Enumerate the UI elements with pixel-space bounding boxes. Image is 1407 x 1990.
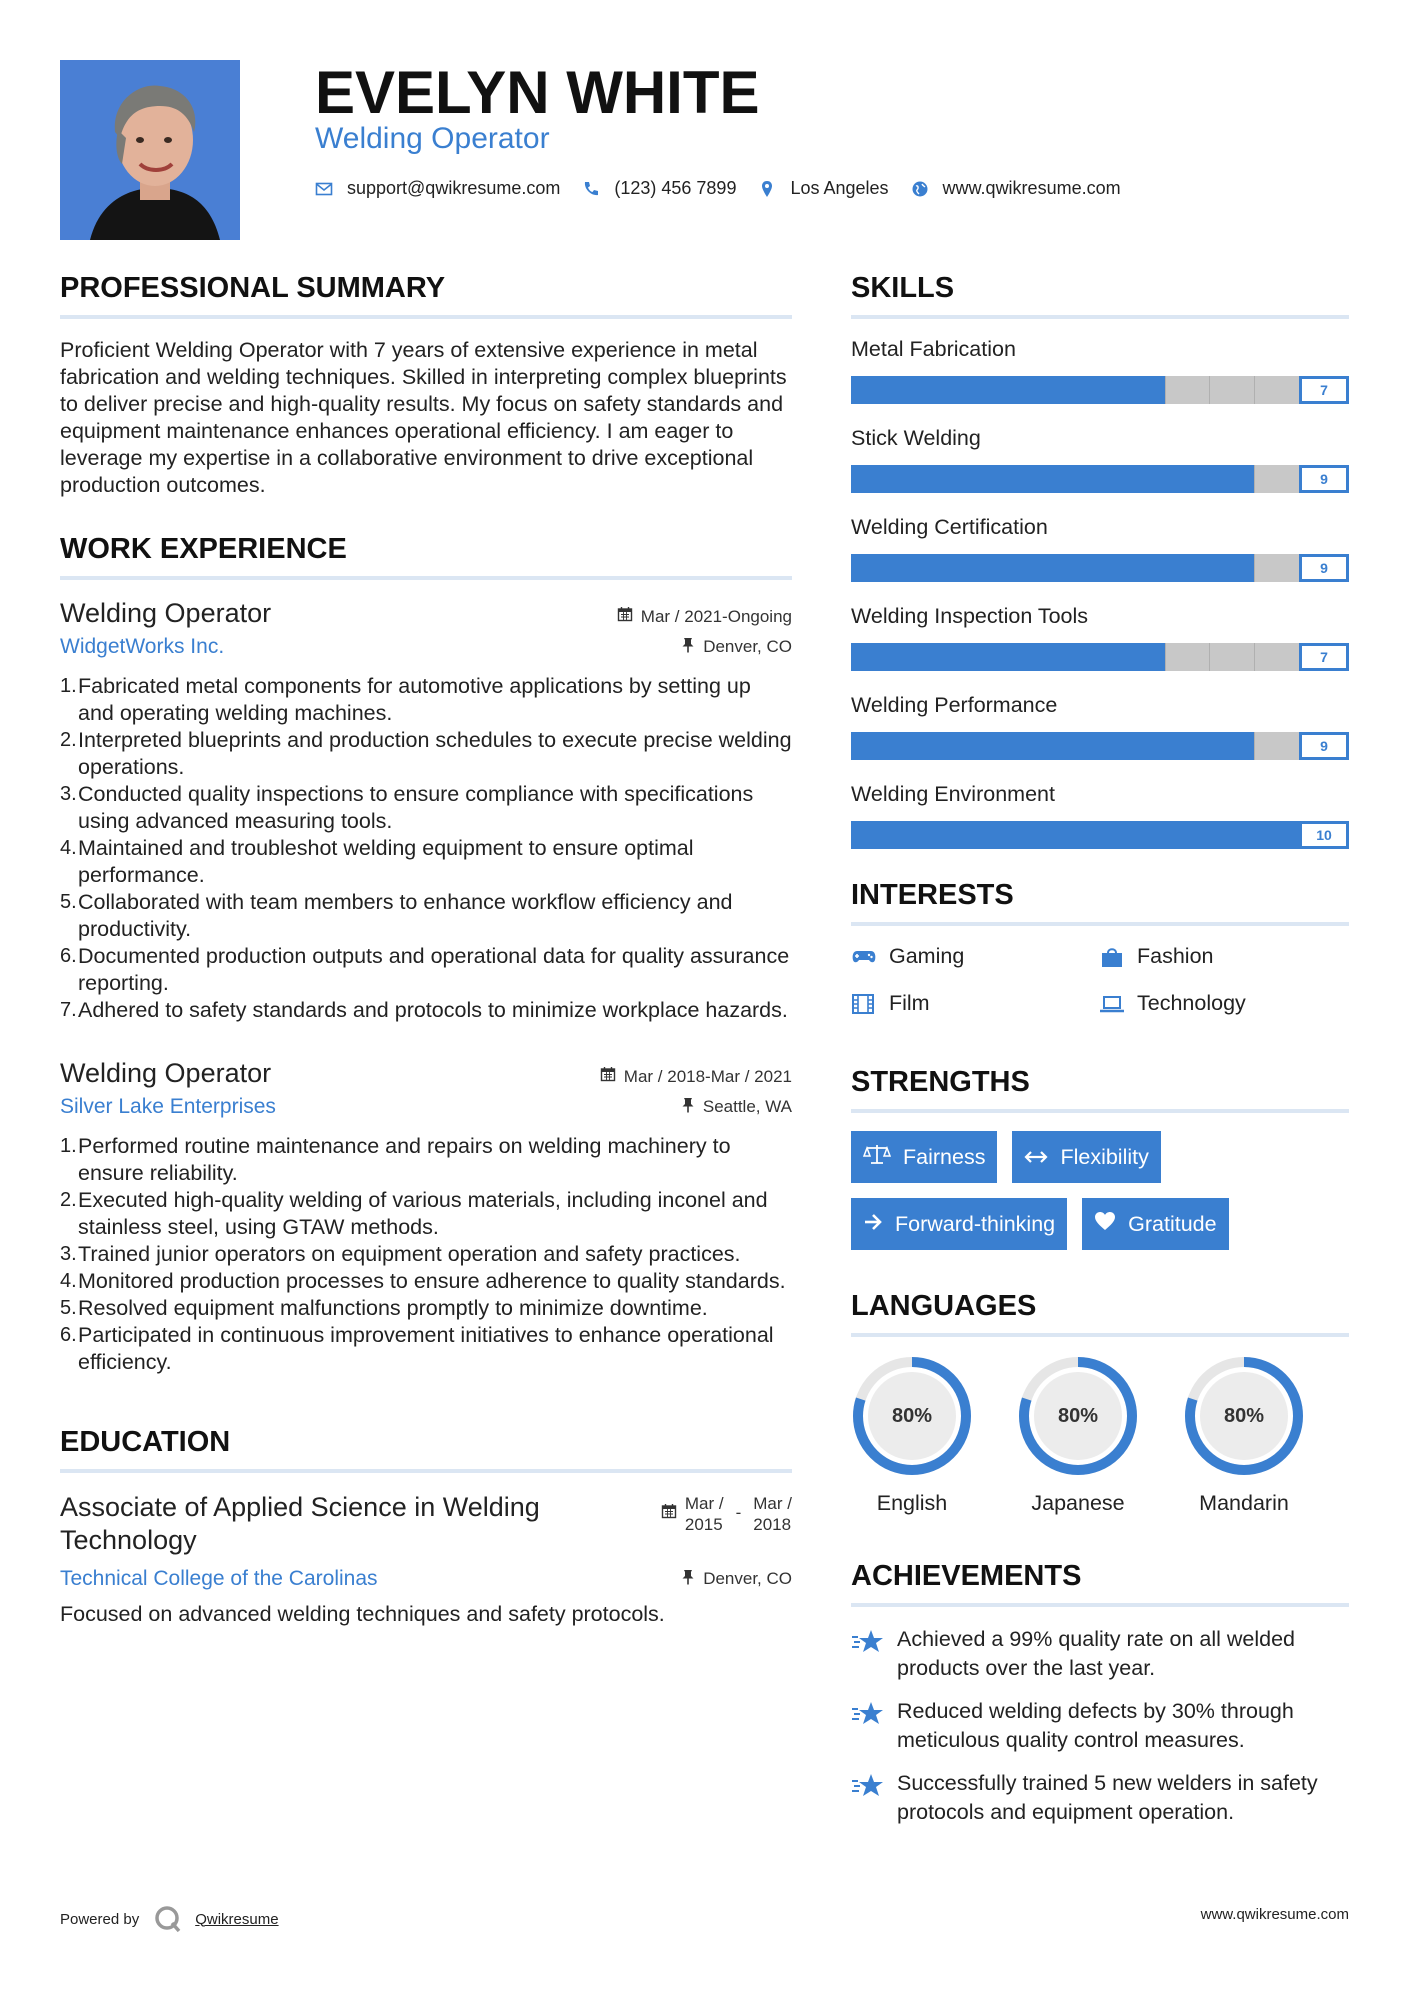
job-title: Welding Operator — [60, 1058, 272, 1088]
strengths-section — [851, 1066, 1349, 1250]
skill-level-badge: 7 — [1299, 376, 1349, 404]
envelope-icon — [315, 180, 333, 198]
interest-film: Film — [851, 991, 1099, 1016]
list-item: 3. Conducted quality inspections to ensure compliance with specifications using advanced measuring tools. — [60, 782, 754, 833]
skill-item — [851, 515, 1349, 582]
languages-section — [851, 1290, 1349, 1516]
interests-section — [851, 879, 1349, 1016]
list-item: 6. Documented production outputs and operational data for quality assurance reporting. — [60, 944, 790, 995]
language-percent: 80% — [1057, 1404, 1099, 1427]
skill-bar-fill — [851, 465, 1254, 493]
map-pin-icon — [758, 180, 776, 198]
scale-icon — [863, 1143, 891, 1171]
star-badge-icon — [851, 1699, 885, 1755]
job-title: Welding Operator — [60, 598, 272, 628]
contact-website[interactable]: www.qwikresume.com — [942, 178, 1121, 198]
skill-level-badge: 9 — [1299, 465, 1349, 493]
calendar-icon — [600, 1066, 616, 1087]
section-title-summary: PROFESSIONAL SUMMARY — [60, 272, 792, 319]
skill-item — [851, 426, 1349, 493]
list-item: 1. Performed routine maintenance and repairs on welding machinery to ensure reliability. — [60, 1134, 731, 1185]
skill-name: Metal Fabrication — [851, 337, 1016, 361]
job-location: Seattle, WA — [702, 1097, 792, 1116]
skill-bar-fill — [851, 732, 1254, 760]
strength-gratitude: Gratitude — [1082, 1198, 1228, 1250]
section-title-strengths: STRENGTHS — [851, 1066, 1349, 1113]
list-item: 2. Interpreted blueprints and production schedules to execute precise welding operations. — [60, 728, 792, 779]
company-name: Silver Lake Enterprises — [60, 1095, 276, 1118]
job-dates: Mar / 2018-Mar / 2021 — [623, 1066, 792, 1086]
skill-bar — [851, 643, 1349, 671]
language-ring — [851, 1355, 973, 1477]
list-item: 6. Participated in continuous improvement initiatives to enhance operational efficiency. — [60, 1323, 774, 1374]
star-badge-icon — [851, 1627, 885, 1683]
section-title-achievements: ACHIEVEMENTS — [851, 1560, 1349, 1607]
skill-bar-fill — [851, 643, 1165, 671]
skill-item — [851, 693, 1349, 760]
calendar-icon — [661, 1503, 677, 1524]
skill-level-badge: 10 — [1299, 821, 1349, 849]
laptop-icon — [1099, 993, 1125, 1015]
job-entry — [60, 598, 792, 1024]
interest-gaming: Gaming — [851, 944, 1099, 969]
language-name: English — [876, 1491, 948, 1515]
footer-website[interactable]: www.qwikresume.com — [1200, 1906, 1349, 1923]
star-badge-icon — [851, 1771, 885, 1827]
skill-bar-fill — [851, 376, 1165, 404]
job-location: Denver, CO — [703, 637, 792, 656]
education-note: Focused on advanced welding techniques and safety protocols. — [60, 1602, 665, 1626]
footer-powered-by — [60, 1904, 279, 1934]
section-title-skills: SKILLS — [851, 272, 1349, 319]
job-entry — [60, 1058, 792, 1376]
achievement-item: Reduced welding defects by 30% through meticulous quality control measures. — [851, 1697, 1349, 1755]
degree-title: Associate of Applied Science in Welding Technology — [60, 1492, 540, 1555]
language-ring — [1017, 1355, 1139, 1477]
skill-name: Welding Certification — [851, 515, 1048, 539]
skill-name: Welding Inspection Tools — [851, 604, 1089, 628]
film-icon — [851, 993, 877, 1015]
powered-by-label: Powered by — [60, 1910, 140, 1928]
list-item: 1. Fabricated metal components for automotive applications by setting up and operating welding machines. — [60, 674, 751, 725]
list-item: 4. Monitored production processes to ensure adherence to quality standards. — [60, 1269, 786, 1293]
edu-end-month: Mar / — [753, 1494, 792, 1513]
section-title-interests: INTERESTS — [851, 879, 1349, 926]
achievements-section — [851, 1560, 1349, 1827]
contact-email[interactable]: support@qwikresume.com — [347, 178, 561, 198]
qwikresume-link[interactable]: Qwikresume — [195, 1910, 279, 1928]
gamepad-icon — [851, 946, 877, 968]
language-item — [1017, 1355, 1139, 1516]
shopping-bag-icon — [1099, 946, 1125, 968]
globe-icon — [911, 180, 929, 198]
pushpin-icon — [681, 637, 695, 658]
achievement-item: Achieved a 99% quality rate on all welded products over the last year. — [851, 1625, 1349, 1683]
languages-list — [851, 1355, 1349, 1516]
left-column — [60, 272, 792, 1628]
skills-list — [851, 337, 1349, 849]
education-section: EDUCATION Associate of Applied Science in Welding Technology Mar / 2015 - Mar / 2018 Technical College of the Carolinas Denver, CO Focused on advanced welding techniques and safety protocols. — [60, 1426, 792, 1626]
arrows-horizontal-icon — [1024, 1145, 1048, 1170]
skill-bar — [851, 554, 1349, 582]
experience-section — [60, 533, 792, 1376]
strength-fairness: Fairness — [851, 1131, 997, 1183]
summary-section — [60, 272, 792, 499]
edu-location: Denver, CO — [703, 1569, 792, 1588]
section-title-experience: WORK EXPERIENCE — [60, 533, 792, 580]
skill-item — [851, 604, 1349, 671]
list-item: 5. Resolved equipment malfunctions promptly to minimize downtime. — [60, 1296, 708, 1320]
skill-level-badge: 9 — [1299, 554, 1349, 582]
contact-phone[interactable]: (123) 456 7899 — [614, 178, 737, 198]
interest-technology: Technology — [1099, 991, 1347, 1016]
skill-bar — [851, 821, 1349, 849]
language-item — [1183, 1355, 1305, 1516]
job-bullets — [60, 1133, 792, 1376]
skill-level-badge: 7 — [1299, 643, 1349, 671]
contact-bar — [315, 178, 1143, 199]
skill-item — [851, 782, 1349, 849]
pushpin-icon — [681, 1569, 695, 1590]
summary-text: Proficient Welding Operator with 7 years of extensive experience in metal fabrication and welding techniques. Skilled in interpreting complex blueprints to deliver precise and high-quality results. My focus on safety standards and equipment maintenance enhances operational efficiency. I am eager to leverage my expertise in a collaborative environment to drive exceptional production outcomes. — [60, 338, 787, 497]
list-item: 7. Adhered to safety standards and protocols to minimize workplace hazards. — [60, 998, 788, 1022]
qwikresume-logo-icon — [153, 1904, 183, 1934]
skill-name: Welding Environment — [851, 782, 1055, 806]
skill-name: Welding Performance — [851, 693, 1058, 717]
phone-icon — [582, 180, 600, 198]
skills-section — [851, 272, 1349, 849]
skill-bar-fill — [851, 554, 1254, 582]
skill-name: Stick Welding — [851, 426, 981, 450]
edu-end-year: 2018 — [753, 1515, 792, 1534]
list-item: 4. Maintained and troubleshot welding equipment to ensure optimal performance. — [60, 836, 694, 887]
skill-bar — [851, 732, 1349, 760]
skill-bar — [851, 465, 1349, 493]
job-bullets — [60, 673, 792, 1024]
strength-flexibility: Flexibility — [1012, 1131, 1160, 1183]
achievement-item: Successfully trained 5 new welders in safety protocols and equipment operation. — [851, 1769, 1349, 1827]
language-item — [851, 1355, 973, 1516]
edu-start-year: 2015 — [684, 1515, 723, 1534]
skill-bar — [851, 376, 1349, 404]
language-percent: 80% — [891, 1404, 933, 1427]
company-name: WidgetWorks Inc. — [60, 635, 225, 658]
pushpin-icon — [681, 1097, 695, 1118]
list-item: 3. Trained junior operators on equipment operation and safety practices. — [60, 1242, 741, 1266]
list-item: 2. Executed high-quality welding of various materials, including inconel and stainless steel, using GTAW methods. — [60, 1188, 768, 1239]
strength-forward-thinking: Forward-thinking — [851, 1198, 1067, 1250]
section-title-languages: LANGUAGES — [851, 1290, 1349, 1337]
job-dates: Mar / 2021-Ongoing — [640, 606, 792, 626]
section-title-education: EDUCATION — [60, 1426, 792, 1473]
language-name: Japanese — [1031, 1491, 1125, 1515]
skill-bar-fill — [851, 821, 1349, 849]
candidate-name: EVELYN WHITE — [315, 59, 760, 126]
contact-location: Los Angeles — [790, 178, 889, 198]
heart-icon — [1094, 1211, 1116, 1237]
language-name: Mandarin — [1199, 1491, 1289, 1515]
language-ring — [1183, 1355, 1305, 1477]
language-percent: 80% — [1223, 1404, 1265, 1427]
skill-level-badge: 9 — [1299, 732, 1349, 760]
list-item: 5. Collaborated with team members to enhance workflow efficiency and productivity. — [60, 890, 733, 941]
skill-item — [851, 337, 1349, 404]
arrow-right-icon — [863, 1212, 883, 1237]
edu-start-month: Mar / — [684, 1494, 724, 1513]
interest-fashion: Fashion — [1099, 944, 1347, 969]
calendar-icon — [617, 606, 633, 627]
profile-photo — [60, 60, 240, 240]
school-name: Technical College of the Carolinas — [60, 1567, 378, 1590]
candidate-title: Welding Operator — [315, 122, 550, 155]
portrait-image — [60, 60, 240, 240]
right-column — [851, 272, 1349, 1841]
